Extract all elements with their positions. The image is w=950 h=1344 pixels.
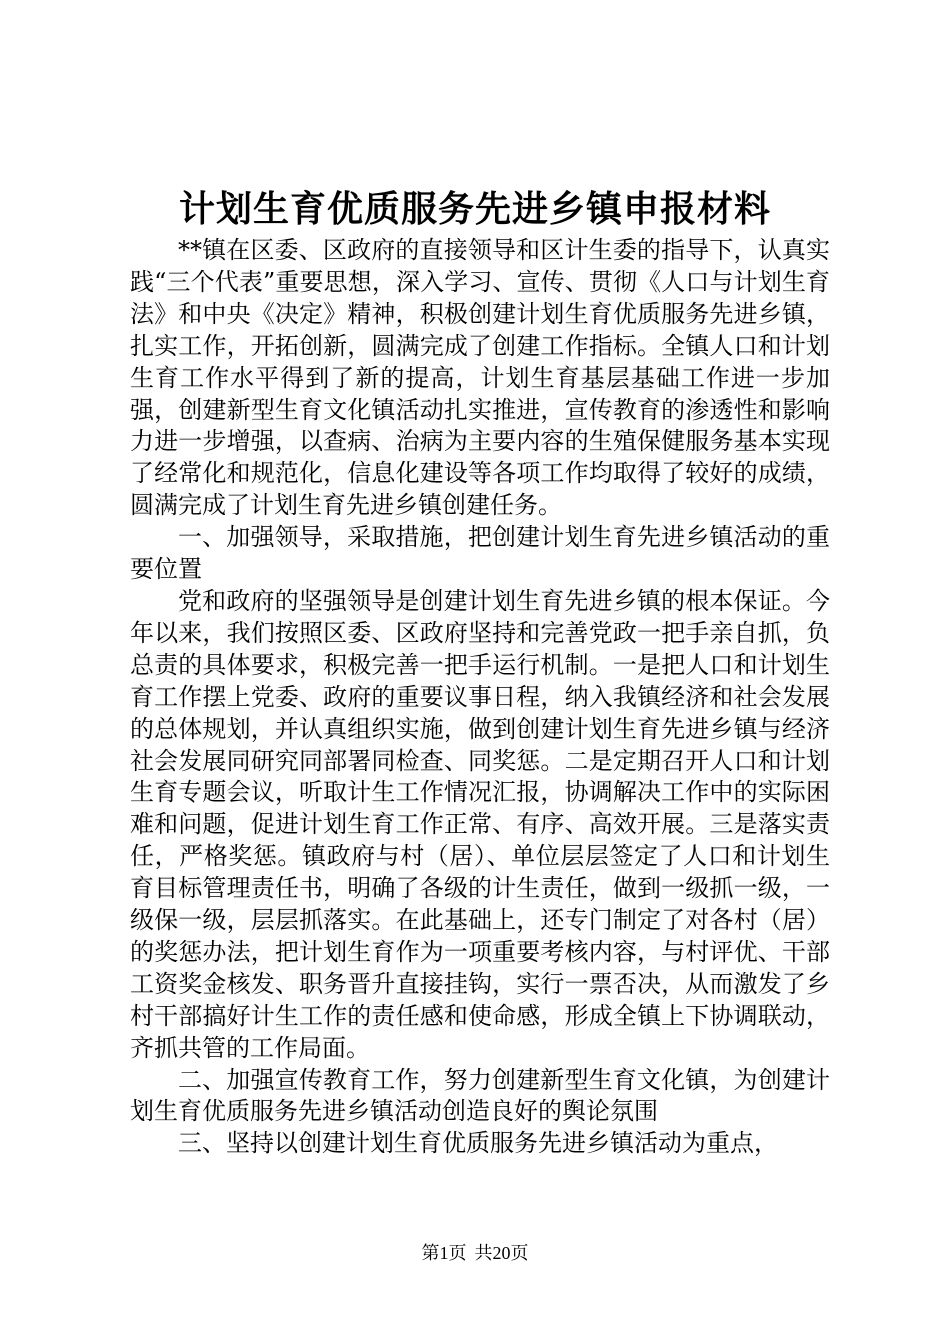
section-heading-2: 二、加强宣传教育工作，努力创建新型生育文化镇，为创建计划生育优质服务先进乡镇活动创造良好的舆论氛围 xyxy=(130,1065,830,1126)
page-number: 第1页 xyxy=(421,1243,467,1263)
page-total: 共20页 xyxy=(474,1243,529,1263)
paragraph-intro: **镇在区委、区政府的直接领导和区计生委的指导下，认真实践“三个代表”重要思想，深入学习、宣传、贯彻《人口与计划生育法》和中央《决定》精神，积极创建计划生育优质服务先进乡镇，扎实工作，开拓创新，圆满完成了创建工作指标。全镇人口和计划生育工作水平得到了新的提高，计划生育基层基础工作进一步加强，创建新型生育文化镇活动扎实推进，宣传教育的渗透性和影响力进一步增强，以查病、治病为主要内容的生殖保健服务基本实现了经常化和规范化，信息化建设等各项工作均取得了较好的成绩，圆满完成了计划生育先进乡镇创建任务。 xyxy=(130,236,830,520)
page-footer xyxy=(0,1241,950,1265)
paragraph-section-1: 党和政府的坚强领导是创建计划生育先进乡镇的根本保证。今年以来，我们按照区委、区政府坚持和完善党政一把手亲自抓，负总责的具体要求，积极完善一把手运行机制。一是把人口和计划生育工作摆上党委、政府的重要议事日程，纳入我镇经济和社会发展的总体规划，并认真组织实施，做到创建计划生育先进乡镇与经济社会发展同研究同部署同检查、同奖惩。二是定期召开人口和计划生育专题会议，听取计生工作情况汇报，协调解决工作中的实际困难和问题，促进计划生育工作正常、有序、高效开展。三是落实责任，严格奖惩。镇政府与村（居）、单位层层签定了人口和计划生育目标管理责任书，明确了各级的计生责任，做到一级抓一级，一级保一级，层层抓落实。在此基础上，还专门制定了对各村（居）的奖惩办法，把计划生育作为一项重要考核内容，与村评优、干部工资奖金核发、职务晋升直接挂钩，实行一票否决，从而激发了乡村干部搞好计生工作的责任感和使命感，形成全镇上下协调联动，齐抓共管的工作局面。 xyxy=(130,586,830,1062)
document-title: 计划生育优质服务先进乡镇申报材料 xyxy=(178,188,771,230)
document-body xyxy=(130,235,830,1160)
section-heading-3: 三、坚持以创建计划生育优质服务先进乡镇活动为重点， xyxy=(178,1129,778,1158)
section-heading-1: 一、加强领导，采取措施，把创建计划生育先进乡镇活动的重要位置 xyxy=(130,523,830,584)
